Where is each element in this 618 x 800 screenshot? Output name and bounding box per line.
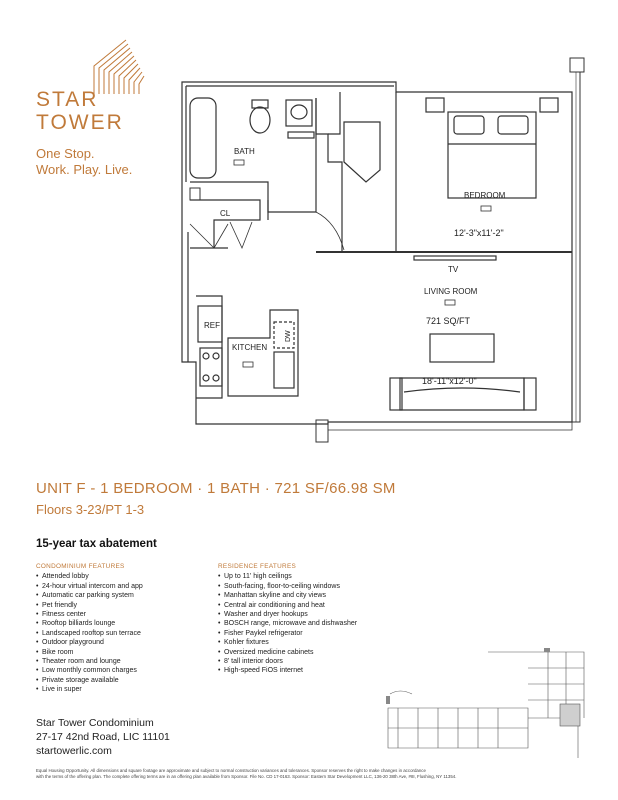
list-item: • Kohler fixtures xyxy=(218,638,418,647)
kitchen-island xyxy=(228,310,298,396)
contact-block xyxy=(36,716,170,758)
bed xyxy=(448,112,536,198)
tax-abatement: 15-year tax abatement xyxy=(36,538,157,550)
condo-features-heading: CONDOMINIUM FEATURES xyxy=(36,563,125,570)
brand-name xyxy=(36,88,124,134)
list-item: • Live in super xyxy=(36,685,206,694)
list-item: • Manhattan skyline and city views xyxy=(218,591,418,600)
list-item: • Outdoor playground xyxy=(36,638,206,647)
brand-name-line1: STAR xyxy=(36,88,99,111)
list-item: • Bike room xyxy=(36,648,206,657)
list-item: • Low monthly common charges xyxy=(36,666,206,675)
label-closet: CL xyxy=(220,209,231,218)
list-item: • Theater room and lounge xyxy=(36,657,206,666)
label-dw: DW xyxy=(285,330,292,342)
key-plan xyxy=(378,638,588,758)
toilet xyxy=(250,107,270,133)
list-item: • BOSCH range, microwave and dishwasher xyxy=(218,619,418,628)
disclaimer xyxy=(36,768,586,779)
label-living-area: 721 SQ/FT xyxy=(426,316,471,326)
label-bedroom: BEDROOM xyxy=(464,191,506,200)
bathtub xyxy=(190,98,216,178)
label-kitchen: KITCHEN xyxy=(232,343,268,352)
contact-name: Star Tower Condominium xyxy=(36,717,154,729)
list-item: • Washer and dryer hookups xyxy=(218,610,418,619)
brand-tagline xyxy=(36,146,132,178)
list-item: • Attended lobby xyxy=(36,572,206,581)
label-living-room: LIVING ROOM xyxy=(424,287,478,296)
list-item: • Automatic car parking system xyxy=(36,591,206,600)
bedroom-wall xyxy=(316,98,342,252)
tagline-line2: Work. Play. Live. xyxy=(36,162,133,177)
residence-features-heading: RESIDENCE FEATURES xyxy=(218,563,297,570)
window-bottom xyxy=(328,422,572,430)
label-tv: TV xyxy=(448,265,459,274)
list-item: • Central air conditioning and heat xyxy=(218,601,418,610)
list-item: • Oversized medicine cabinets xyxy=(218,648,418,657)
list-item: • South-facing, floor-to-ceiling windows xyxy=(218,582,418,591)
label-bedroom-dims: 12'-3"x11'-2" xyxy=(454,228,504,238)
list-item: • Landscaped rooftop sun terrace xyxy=(36,629,206,638)
contact-address: 27-17 42nd Road, LIC 11101 xyxy=(36,731,170,743)
unit-floors: Floors 3-23/PT 1-3 xyxy=(36,502,145,517)
coffee-table xyxy=(430,334,494,362)
label-ref: REF xyxy=(204,321,220,330)
list-item: • Pet friendly xyxy=(36,601,206,610)
tagline-line1: One Stop. xyxy=(36,146,95,161)
star-tower-logo xyxy=(86,36,156,96)
unit-highlight xyxy=(560,704,580,726)
list-item: • Fisher Paykel refrigerator xyxy=(218,629,418,638)
list-item: • 24-hour virtual intercom and app xyxy=(36,582,206,591)
disclaimer-line1: Equal Housing Opportunity. All dimensions and square footage are approximate and subject to normal construction variances and tolerances. Sponsor reserves the right to make changes in accordance xyxy=(36,768,426,773)
disclaimer-line2: with the terms of the offering plan. The complete offering terms are in an offering plan available from Sponsor. File No. CD 17-0163. Sponsor: Eastern Star Development LLC, 136-20 38th Ave, #8I, Flushing, NY 11354. xyxy=(36,773,457,779)
website-link[interactable]: startowerlic.com xyxy=(36,745,112,757)
label-bath: BATH xyxy=(234,147,255,156)
list-item: • Up to 11' high ceilings xyxy=(218,572,418,581)
list-item: • 8' tall interior doors xyxy=(218,657,418,666)
condo-features-list xyxy=(36,572,206,694)
list-item: • Rooftop billiards lounge xyxy=(36,619,206,628)
brand-name-line2: TOWER xyxy=(36,111,124,134)
unit-title: UNIT F - 1 BEDROOM · 1 BATH · 721 SF/66.98 SM xyxy=(36,480,396,497)
closet-wall xyxy=(190,200,260,248)
list-item: • High-speed FiOS internet xyxy=(218,666,418,675)
list-item: • Private storage available xyxy=(36,676,206,685)
label-living-dims: 18'-11"x12'-0" xyxy=(422,376,477,386)
list-item: • Fitness center xyxy=(36,610,206,619)
condo-features xyxy=(36,562,206,695)
floor-plan xyxy=(168,52,588,452)
vanity xyxy=(286,100,312,126)
tv xyxy=(414,256,496,260)
